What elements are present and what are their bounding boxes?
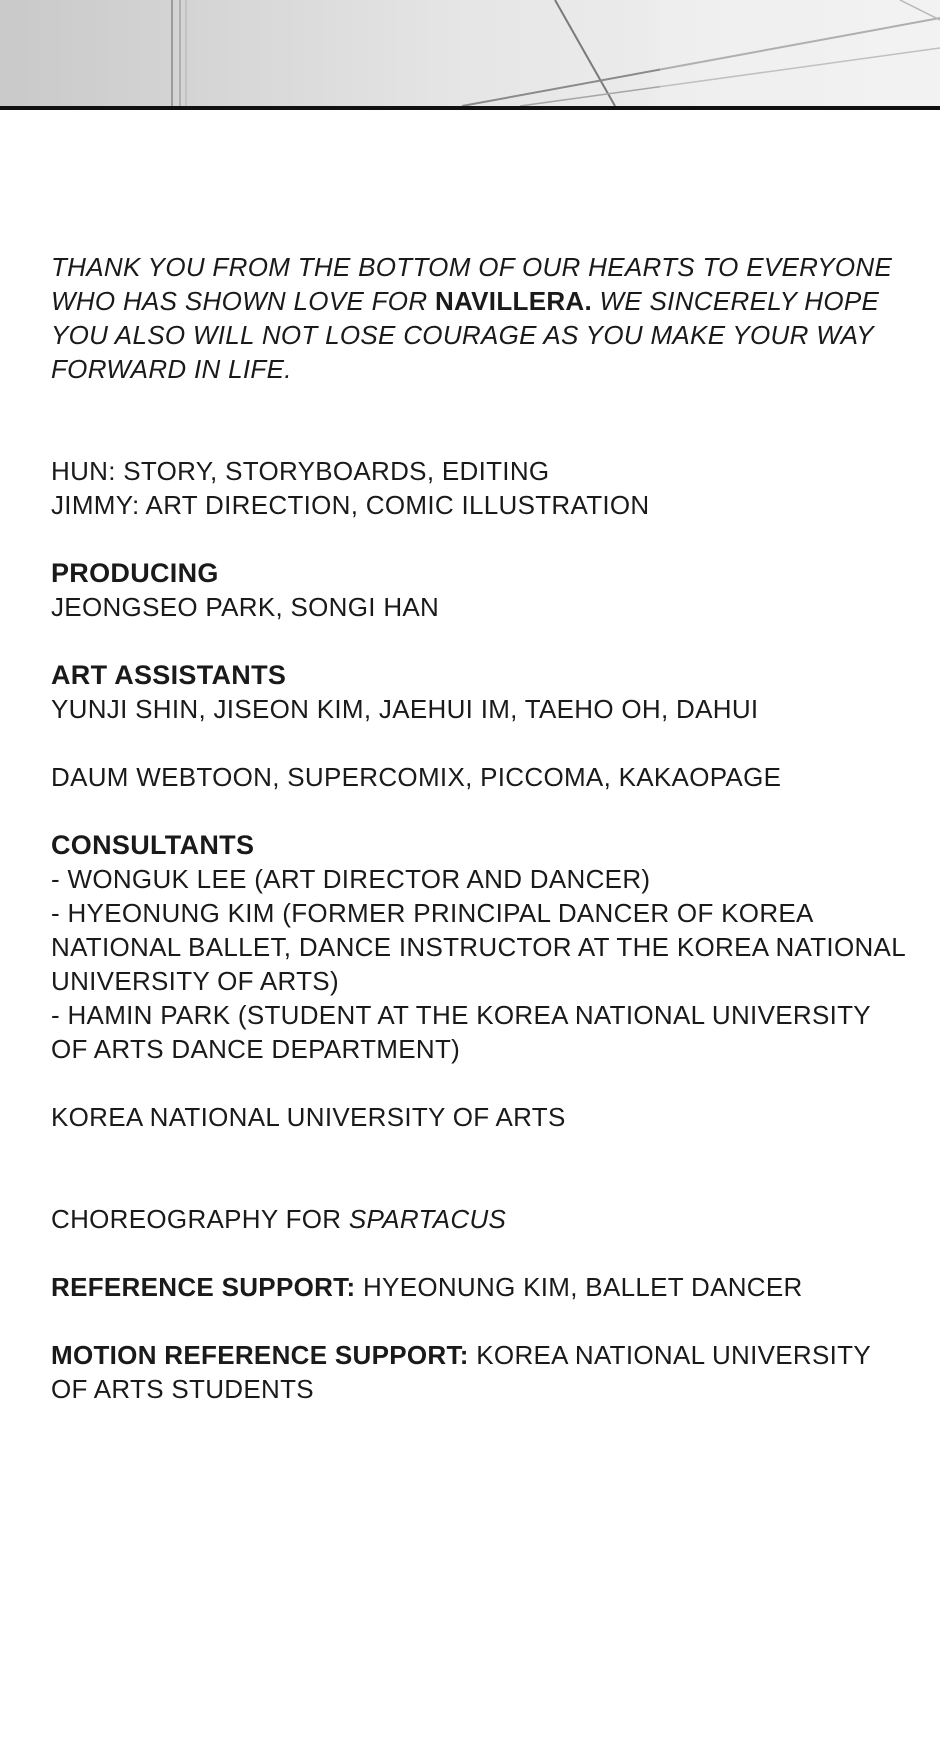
motion-reference-support-label: MOTION REFERENCE SUPPORT:	[51, 1340, 469, 1370]
thanks-text-before: THANK YOU FROM THE BOTTOM OF OUR HEARTS TO EVERYONE WHO HAS SHOWN LOVE FOR	[51, 252, 893, 316]
art-assistants-names: YUNJI SHIN, JISEON KIM, JAEHUI IM, TAEHO OH, DAHUI	[51, 694, 759, 724]
thank-you-message	[51, 250, 911, 386]
consultant-item: - HAMIN PARK (STUDENT AT THE KOREA NATIONAL UNIVERSITY OF ARTS DANCE DEPARTMENT)	[51, 1000, 871, 1064]
architectural-lines-drawing	[0, 0, 940, 106]
motion-reference-support-credit	[51, 1338, 911, 1406]
reference-support-label: REFERENCE SUPPORT:	[51, 1272, 356, 1302]
panel-border	[0, 106, 940, 110]
consultant-item: - WONGUK LEE (ART DIRECTOR AND DANCER)	[51, 864, 651, 894]
platforms-credit: DAUM WEBTOON, SUPERCOMIX, PICCOMA, KAKAOPAGE	[51, 762, 782, 792]
art-assistants-heading: ART ASSISTANTS	[51, 660, 287, 690]
creator-credit-jimmy: JIMMY: ART DIRECTION, COMIC ILLUSTRATION	[51, 490, 650, 520]
creator-credit-hun: HUN: STORY, STORYBOARDS, EDITING	[51, 456, 550, 486]
consultants-heading: CONSULTANTS	[51, 830, 255, 860]
thanks-text-after: WE SINCERELY HOPE YOU ALSO WILL NOT LOSE COURAGE AS YOU MAKE YOUR WAY FORWARD IN LIFE.	[51, 286, 880, 384]
choreography-credit	[51, 1202, 911, 1236]
producing-names: JEONGSEO PARK, SONGI HAN	[51, 592, 440, 622]
choreography-work-title: SPARTACUS	[348, 1204, 507, 1234]
consultant-item: - HYEONUNG KIM (FORMER PRINCIPAL DANCER OF KOREA NATIONAL BALLET, DANCE INSTRUCTOR AT THE KOREA NATIONAL UNIVERSITY OF ARTS)	[51, 898, 905, 996]
top-illustration-panel	[0, 0, 940, 106]
producing-heading: PRODUCING	[51, 558, 219, 588]
institution-credit: KOREA NATIONAL UNIVERSITY OF ARTS	[51, 1102, 566, 1132]
choreography-label: CHOREOGRAPHY FOR	[51, 1204, 349, 1234]
reference-support-value: HYEONUNG KIM, BALLET DANCER	[355, 1272, 803, 1302]
series-title: NAVILLERA.	[434, 286, 593, 316]
motion-reference-support-value: KOREA NATIONAL UNIVERSITY OF ARTS STUDENTS	[51, 1340, 871, 1404]
credits-block	[51, 250, 911, 1406]
reference-support-credit	[51, 1270, 911, 1304]
